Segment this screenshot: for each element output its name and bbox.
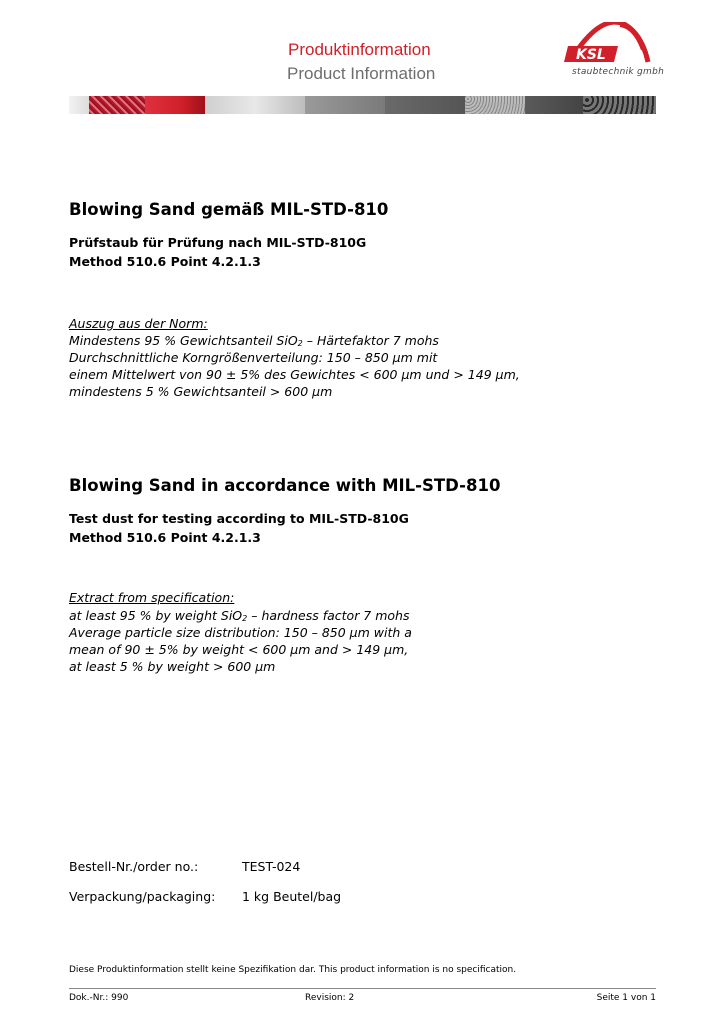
spec-line-de-3: einem Mittelwert von 90 ± 5% des Gewichtes < 600 µm und > 149 µm, bbox=[69, 367, 520, 382]
ksl-logo bbox=[560, 22, 660, 92]
logo-subtitle: staubtechnik gmbh bbox=[572, 67, 665, 77]
extract-label-en: Extract from specification: bbox=[69, 590, 235, 605]
spec-line-en-1: at least 95 % by weight SiO$_2$ – hardness factor 7 mohs bbox=[69, 608, 410, 623]
heading-de: Blowing Sand gemäß MIL-STD-810 bbox=[69, 200, 389, 219]
title-de: Produktinformation bbox=[288, 40, 431, 59]
packaging-label: Verpackung/packaging: bbox=[69, 889, 216, 904]
subheading-de-1: Prüfstaub für Prüfung nach MIL-STD-810G bbox=[69, 235, 367, 250]
spec-line-de-2: Durchschnittliche Korngrößenverteilung: 150 – 850 µm mit bbox=[69, 350, 438, 365]
extract-label-de: Auszug aus der Norm: bbox=[69, 316, 208, 331]
disclaimer: Diese Produktinformation stellt keine Spezifikation dar. This product information is no specification. bbox=[69, 965, 517, 975]
spec-line-en-2: Average particle size distribution: 150 – 850 µm with a bbox=[69, 625, 412, 640]
subheading-en-1: Test dust for testing according to MIL-STD-810G bbox=[69, 511, 409, 526]
doc-number: Dok.-Nr.: 990 bbox=[69, 993, 129, 1003]
title-en: Product Information bbox=[287, 64, 436, 83]
packaging-value: 1 kg Beutel/bag bbox=[242, 889, 342, 904]
page-number: Seite 1 von 1 bbox=[596, 993, 656, 1003]
order-number-label: Bestell-Nr./order no.: bbox=[69, 859, 199, 874]
subheading-en-2: Method 510.6 Point 4.2.1.3 bbox=[69, 530, 261, 545]
revision: Revision: 2 bbox=[305, 993, 355, 1003]
spec-line-en-4: at least 5 % by weight > 600 µm bbox=[69, 659, 276, 674]
footer-divider bbox=[69, 988, 656, 989]
heading-en: Blowing Sand in accordance with MIL-STD-810 bbox=[69, 476, 501, 495]
spec-line-en-3: mean of 90 ± 5% by weight < 600 µm and > 149 µm, bbox=[69, 642, 409, 657]
spec-line-de-1: Mindestens 95 % Gewichtsanteil SiO$_2$ – Härtefaktor 7 mohs bbox=[69, 333, 439, 348]
logo-text: KSL bbox=[576, 47, 606, 63]
subheading-de-2: Method 510.6 Point 4.2.1.3 bbox=[69, 254, 261, 269]
spec-line-de-4: mindestens 5 % Gewichtsanteil > 600 µm bbox=[69, 384, 333, 399]
order-number-value: TEST-024 bbox=[242, 859, 301, 874]
header-banner bbox=[69, 96, 656, 114]
